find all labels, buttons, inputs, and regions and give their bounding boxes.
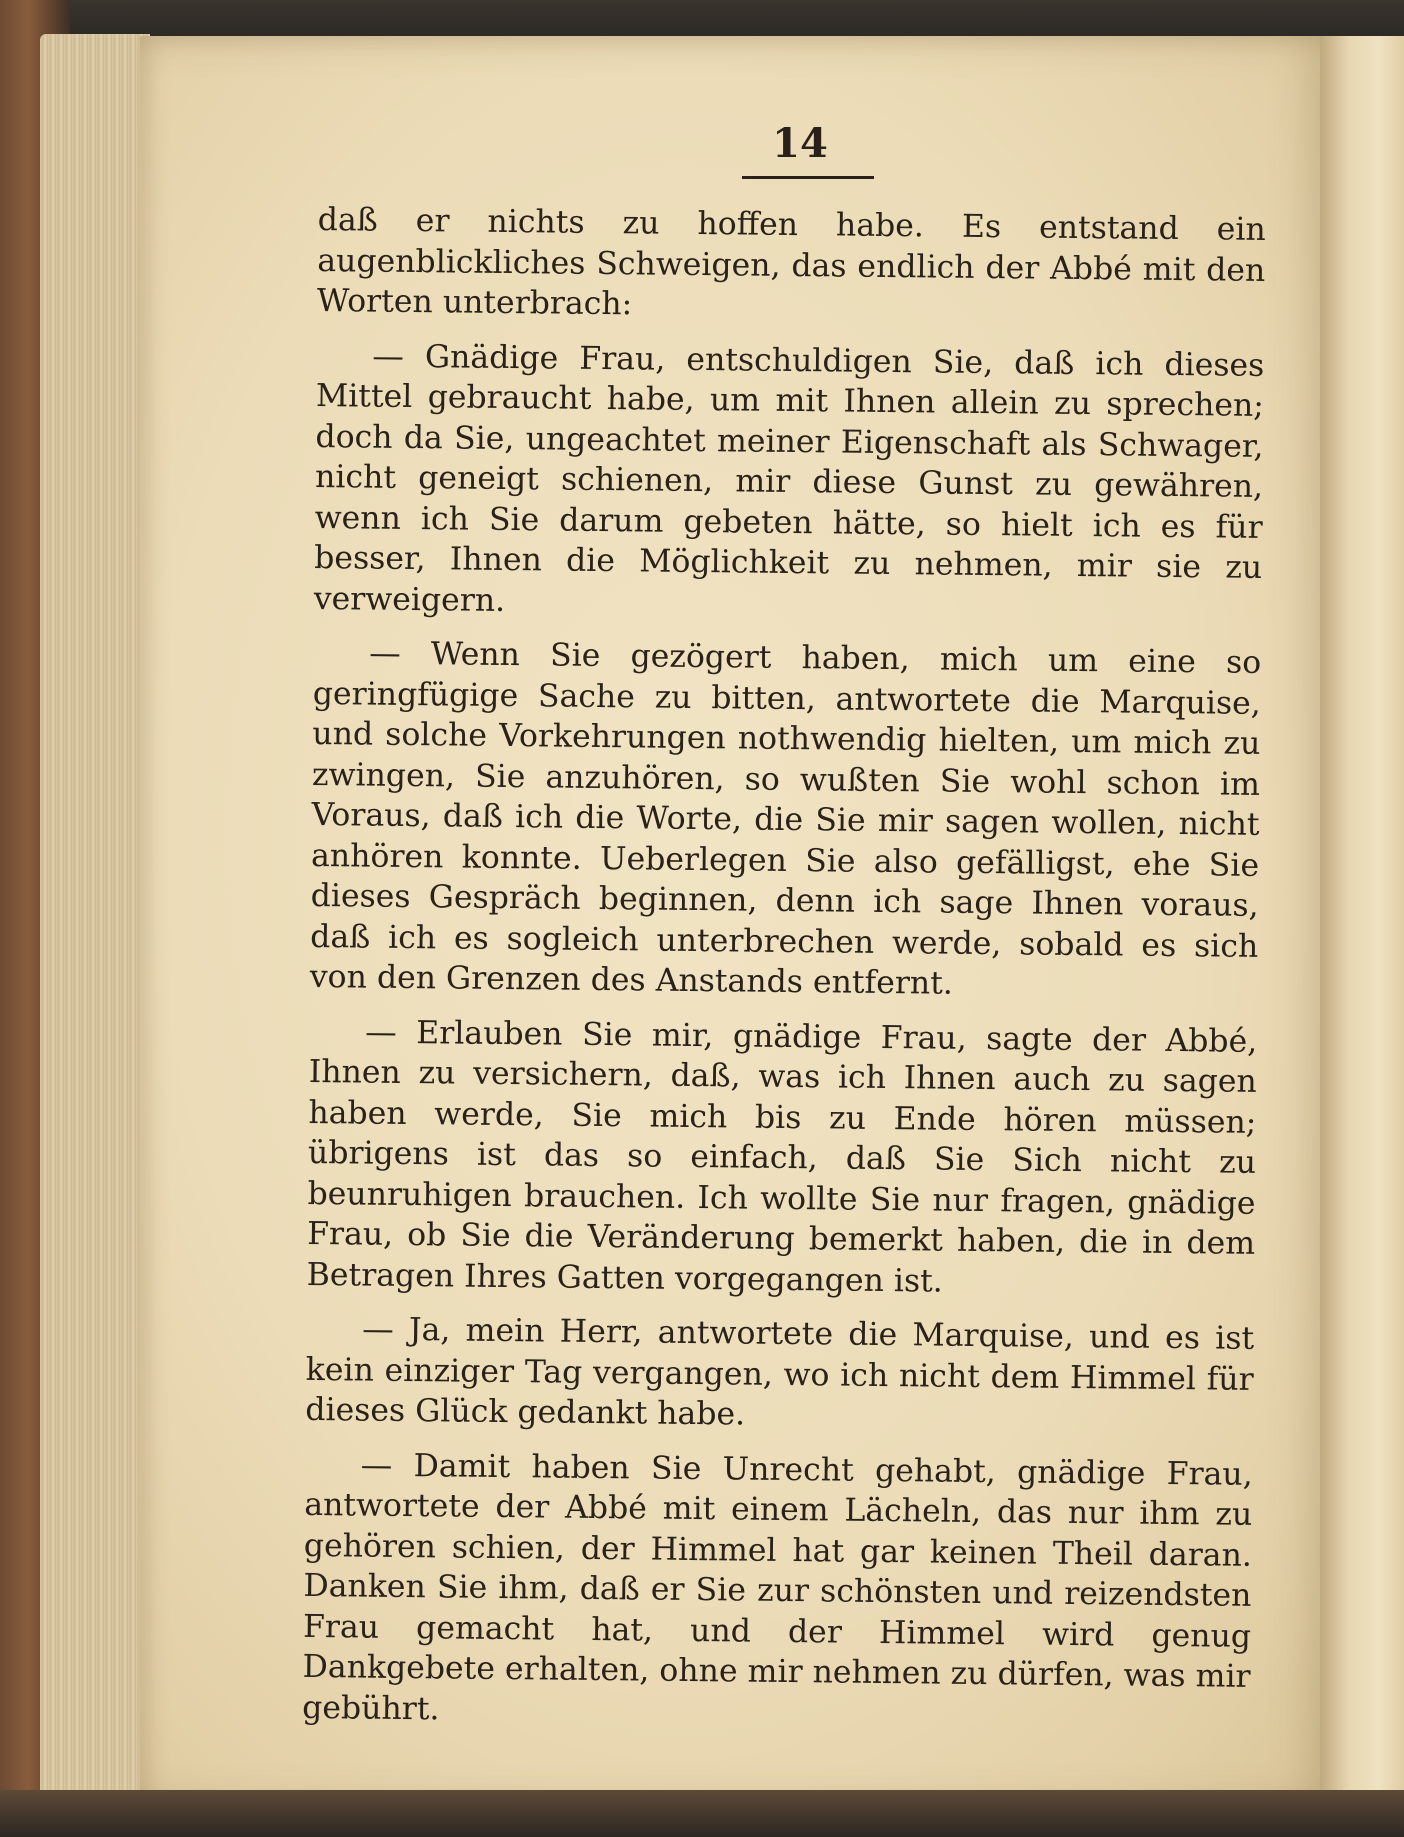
book-cover-top — [0, 0, 1404, 36]
paragraph: — Ja, mein Herr, antwortete die Marquise, und es ist kein einziger Tag vergangen, wo ich nicht dem Himmel für dieses Glück gedankt habe. — [305, 1311, 1255, 1433]
page-number-rule — [742, 176, 874, 179]
paragraph: — Erlauben Sie mir, gnädige Frau, sagte der Abbé, Ihnen zu versichern, daß, was ich Ihnen auch zu sagen haben werde, Sie mich bis zu Ende hören müssen; übrigens ist das so einfach, daß Sie Sich nicht zu beunruhigen brauchen. Ich wollte Sie nur fragen, gnädige Frau, ob Sie die Veränderung bemerkt haben, die in dem Betragen Ihres Gatten vorgegangen ist. — [306, 1014, 1258, 1300]
page-edges — [40, 34, 150, 1809]
facing-page-gutter — [1320, 36, 1404, 1806]
paragraph: daß er nichts zu hoffen habe. Es entstand ein augenblickliches Schweigen, das endlich der Abbé mit den Worten unterbrach: — [316, 201, 1266, 323]
book-cover-bottom — [0, 1790, 1404, 1837]
page-number: 14 — [772, 120, 828, 167]
paragraph: — Gnädige Frau, entschuldigen Sie, daß ich dieses Mittel gebraucht habe, um mit Ihnen allein zu sprechen; doch da Sie, ungeachtet meiner Eigenschaft als Schwager, nicht geneigt schienen, mir diese Gunst zu gewähren, wenn ich Sie darum gebeten hätte, so hielt ich es für besser, Ihnen die Möglichkeit zu nehmen, mir sie zu verweigern. — [313, 338, 1265, 619]
paragraph: — Wenn Sie gezögert haben, mich um eine so geringfügige Sache zu bitten, antwortete die Marquise, und solche Vorkehrungen nothwendig hielten, um mich zu zwingen, Sie anzuhören, so wußten Sie wohl schon im Voraus, daß ich die Worte, die Sie mir sagen wollen, nicht anhören konnte. Ueberlegen Sie also gefälligst, ehe Sie dieses Gespräch beginnen, denn ich sage Ihnen voraus, daß ich es sogleich unterbrechen werde, sobald es sich von den Grenzen des Anstands entfernt. — [309, 635, 1262, 1002]
paragraph: — Damit haben Sie Unrecht gehabt, gnädige Frau, antwortete der Abbé mit einem Lächeln, das nur ihm zu gehören schien, der Himmel hat gar keinen Theil daran. Danken Sie ihm, daß er Sie zur schönsten und reizendsten Frau gemacht hat, und der Himmel wird genug Dankgebete erhalten, ohne mir nehmen zu dürfen, was mir gebührt. — [302, 1447, 1253, 1727]
page-text — [302, 200, 1266, 1738]
